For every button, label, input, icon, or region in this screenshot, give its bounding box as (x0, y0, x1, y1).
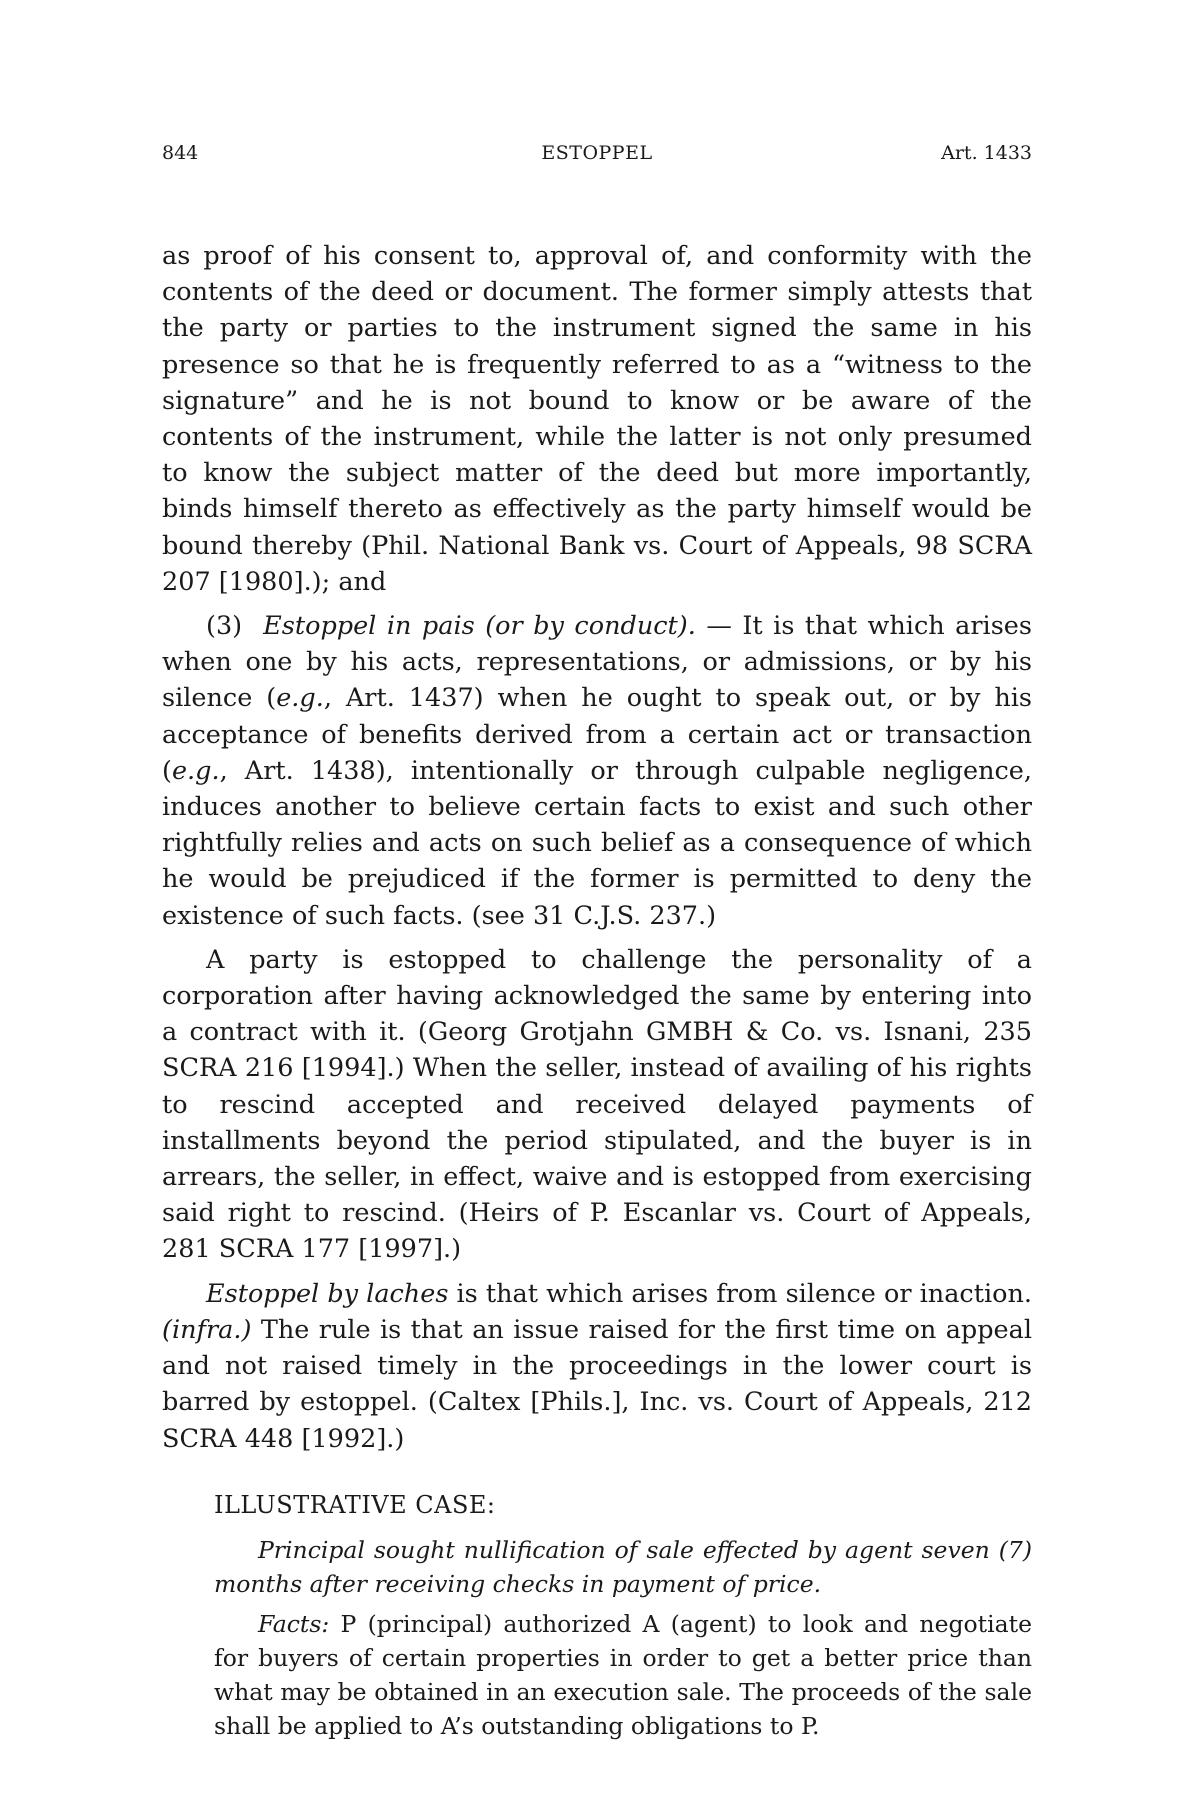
eg-abbrev: e.g. (171, 755, 220, 786)
paragraph-laches (162, 1276, 1032, 1457)
infra-reference: (infra.) (162, 1314, 252, 1345)
illustrative-case-heading: ILLUSTRATIVE CASE: (214, 1490, 496, 1519)
paragraph-text: — It is that which arises when one by his acts, representations, or admissions, or by his silence ( (162, 611, 1032, 714)
paragraph-text: is that which arises from silence or inaction. (448, 1278, 1032, 1309)
term-heading: Estoppel in pais (or by conduct). (263, 611, 696, 642)
paragraph-text: , Art. 1437) when he ought to speak out, or by his acceptance of benefits derived from a certain act or transaction ( (162, 683, 1033, 786)
list-number: (3) (206, 611, 243, 642)
paragraph-estoppel-in-pais (162, 608, 1032, 934)
case-summary (214, 1533, 1032, 1601)
article-reference: Art. 1433 (941, 142, 1032, 164)
chapter-title: ESTOPPEL (541, 142, 653, 164)
paragraph-text: The rule is that an issue raised for the first time on appeal and not raised timely in the proceedings in the lower court is barred by estoppel. (Caltex [Phils.], Inc. vs. Court of Appeals, 212 SCRA 448 [1992].) (162, 1314, 1032, 1454)
illustrative-case (214, 1533, 1032, 1743)
page-body (162, 238, 1032, 1749)
facts-label: Facts: (258, 1609, 330, 1638)
paragraph-corporation: A party is estopped to challenge the personality of a corporation after having acknowledged the same by entering into a contract with it. (Georg Grotjahn GMBH & Co. vs. Isnani, 235 SCRA 216 [1994].) When the seller, instead of availing of his rights to rescind accepted and received delayed payments of installments beyond the period stipulated, and the buyer is in arrears, the seller, in effect, waive and is estopped from exercising said right to rescind. (Heirs of P. Escanlar vs. Court of Appeals, 281 SCRA 177 [1997].) (162, 944, 1032, 1265)
facts-text: P (principal) authorized A (agent) to look and negotiate for buyers of certain properties in order to get a better price than what may be obtained in an execution sale. The proceeds of the sale shall be applied to A’s outstanding obligations to P. (214, 1609, 1032, 1740)
running-head (162, 138, 1032, 168)
paragraph-text: , Art. 1438), intentionally or through culpable negligence, induces another to believe certain facts to exist and such other rightfully relies and acts on such belief as a consequence of which he would be prejudiced if the former is permitted to deny the existence of such facts. (see 31 C.J.S. 237.) (162, 755, 1032, 931)
eg-abbrev: e.g. (276, 683, 324, 714)
page-number: 844 (162, 142, 199, 164)
term-heading: Estoppel by laches (206, 1278, 449, 1309)
case-summary-text: Principal sought nullification of sale effected by agent seven (7) months after receiving checks in payment of price. (214, 1535, 1032, 1598)
case-facts (214, 1607, 1032, 1743)
paragraph-continuation: as proof of his consent to, approval of, and conformity with the contents of the deed or document. The former simply attests that the party or parties to the instrument signed the same in his presence so that he is frequently referred to as a “witness to the signature” and he is not bound to know or be aware of the contents of the instrument, while the latter is not only presumed to know the subject matter of the deed but more importantly, binds himself thereto as effectively as the party himself would be bound thereby (Phil. National Bank vs. Court of Appeals, 98 SCRA 207 [1980].); and (162, 241, 1032, 597)
